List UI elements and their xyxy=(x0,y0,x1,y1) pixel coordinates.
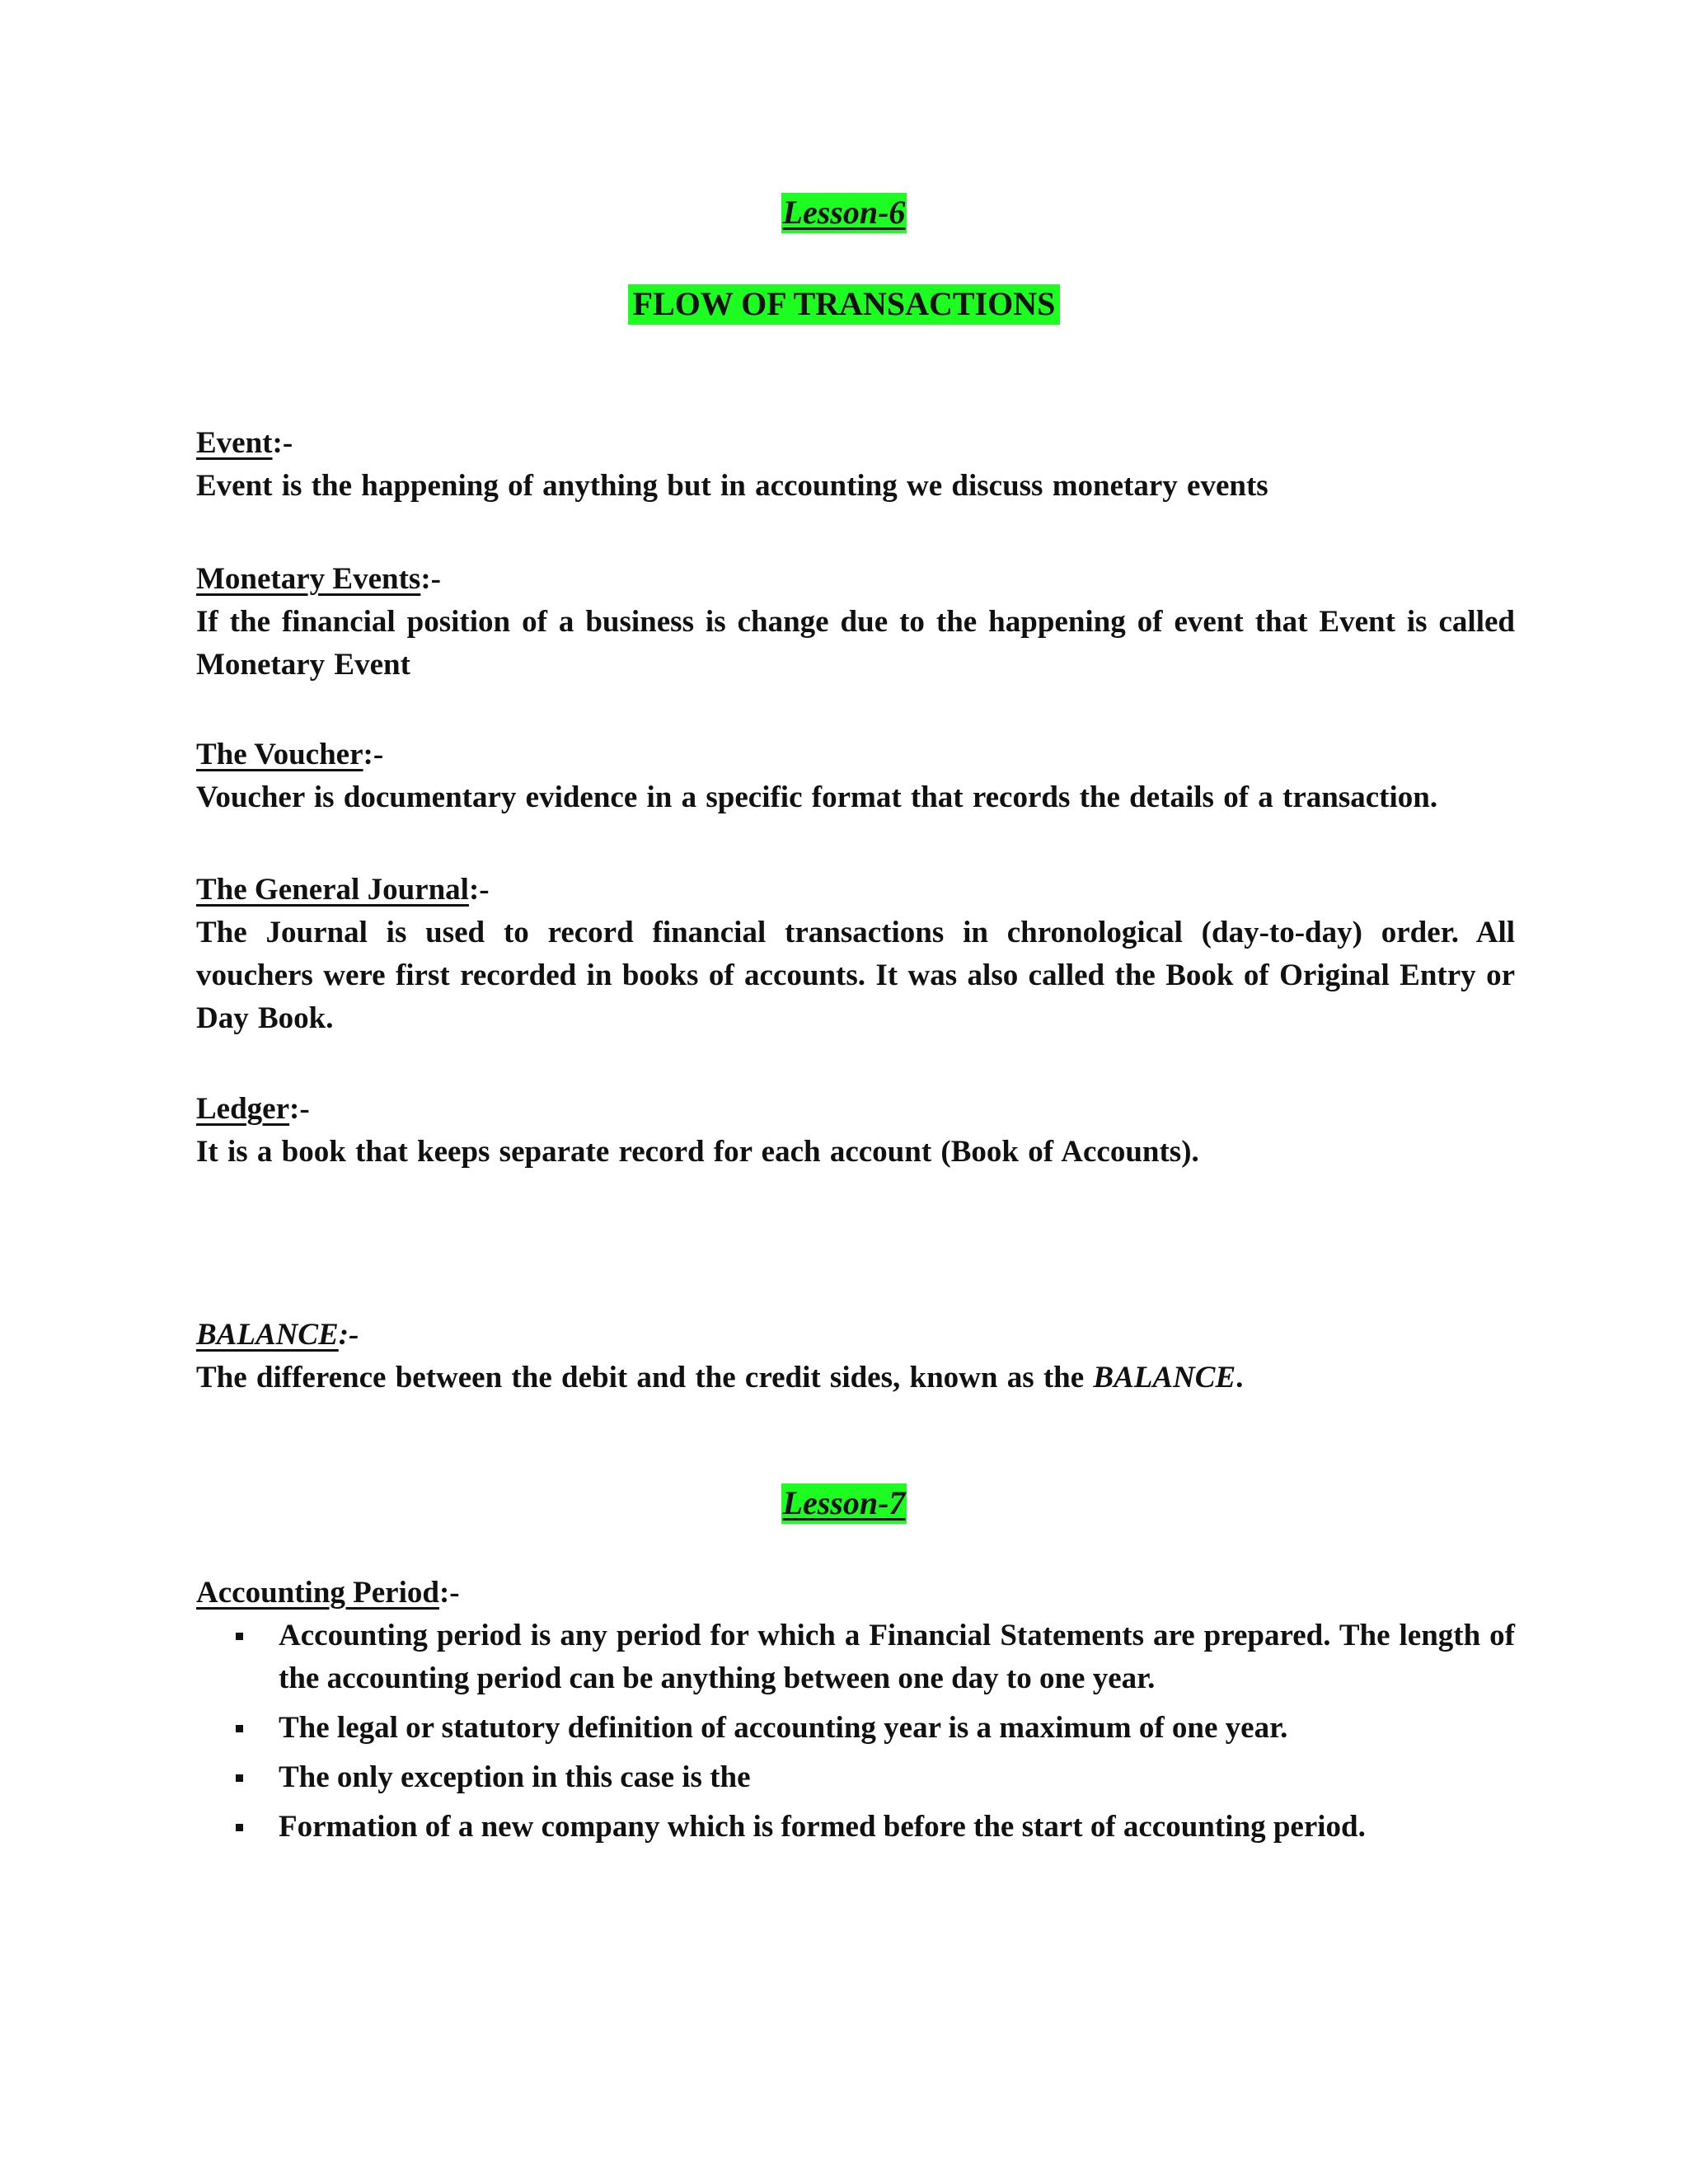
list-item: The only exception in this case is the xyxy=(196,1756,1515,1799)
section-heading: The General Journal:- xyxy=(196,873,490,907)
section-heading: Accounting Period:- xyxy=(196,1576,460,1610)
bullet-list xyxy=(196,1615,1515,1849)
section-voucher xyxy=(196,733,1515,819)
section-heading: The Voucher:- xyxy=(196,738,384,771)
bullet-icon xyxy=(236,1824,243,1831)
lesson-6-label: Lesson-6 xyxy=(781,193,907,233)
section-balance xyxy=(196,1314,1515,1399)
bullet-icon xyxy=(236,1774,243,1782)
section-heading: Monetary Events:- xyxy=(196,562,441,596)
section-text: Event is the happening of anything but in accounting we discuss monetary events xyxy=(196,469,1268,503)
lesson-7-label: Lesson-7 xyxy=(781,1483,907,1524)
section-text: The difference between the debit and the credit sides, known as the BALANCE. xyxy=(196,1361,1244,1394)
section-monetary-events xyxy=(196,558,1515,687)
list-item: Formation of a new company which is formed before the start of accounting period. xyxy=(196,1806,1515,1849)
bullet-icon xyxy=(236,1725,243,1732)
section-accounting-period xyxy=(196,1572,1515,1855)
section-text: The Journal is used to record financial transactions in chronological (day-to-day) order. All vouchers were first recorded in books of accounts. It was also called the Book of Original Entry or Day Book. xyxy=(196,916,1515,1035)
section-ledger xyxy=(196,1088,1515,1174)
section-text: It is a book that keeps separate record for each account (Book of Accounts). xyxy=(196,1135,1199,1169)
section-heading: Event:- xyxy=(196,426,293,460)
bullet-icon xyxy=(236,1633,243,1640)
section-heading: BALANCE:- xyxy=(196,1318,359,1352)
lesson-7-label-row xyxy=(0,1483,1688,1524)
section-event xyxy=(196,422,1515,508)
list-item: The legal or statutory definition of accounting year is a maximum of one year. xyxy=(196,1707,1515,1750)
section-text: Voucher is documentary evidence in a specific format that records the details of a transaction. xyxy=(196,780,1438,814)
lesson-6-label-row xyxy=(0,193,1688,233)
section-general-journal xyxy=(196,869,1515,1040)
document-title-row xyxy=(0,284,1688,325)
document-title: FLOW OF TRANSACTIONS xyxy=(628,284,1061,325)
section-text: If the financial position of a business is change due to the happening of event that Event is called Monetary Event xyxy=(196,605,1515,682)
section-heading: Ledger:- xyxy=(196,1092,310,1126)
list-item: Accounting period is any period for which a Financial Statements are prepared. The length of the accounting period can be anything between one day to one year. xyxy=(196,1615,1515,1700)
